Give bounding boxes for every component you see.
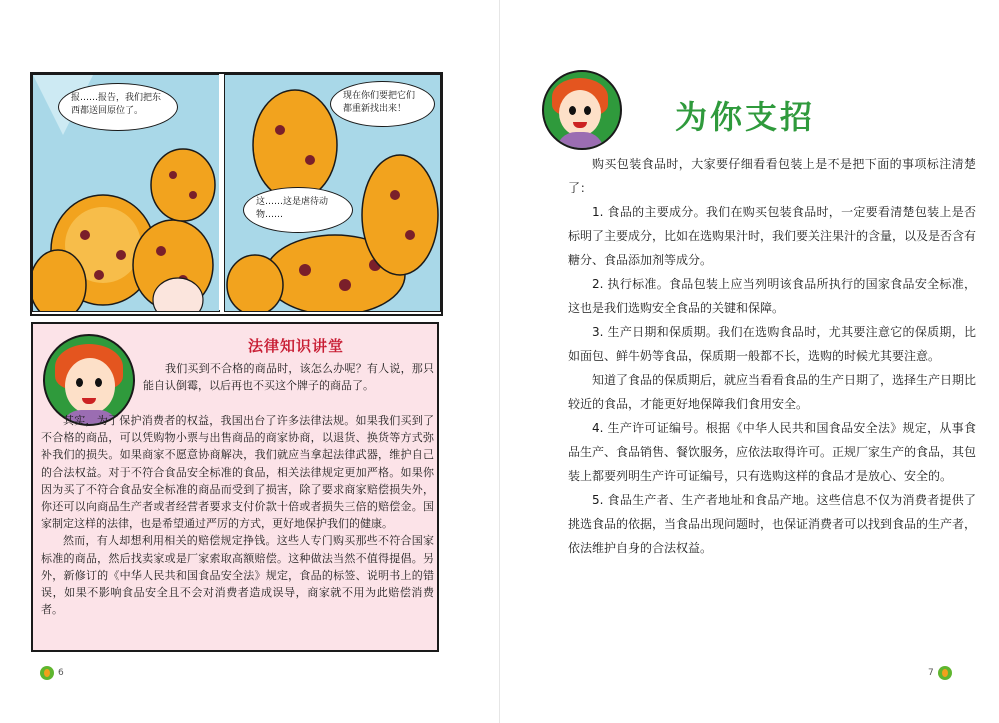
girl-avatar-icon [542,70,622,150]
tip-paragraph-intro: 购买包装食品时，大家要仔细看看包装上是不是把下面的事项标注清楚了： [568,157,976,195]
tip-paragraph-5: 5. 食品生产者、生产者地址和食品产地。这些信息不仅为消费者提供了挑选食品的依据，当食品出现问题时，也保证消费者可以找到食品的生产者，依法维护自身的合法权益。 [568,493,977,555]
tip-paragraph-3b: 知道了食品的保质期后，就应当看看食品的生产日期了，选择生产日期比较近的食品，才能更好地保障我们食用安全。 [568,373,977,411]
page-number-right [928,666,952,680]
tip-paragraph-3: 3. 生产日期和保质期。我们在选购食品时，尤其要注意它的保质期，比如面包、鲜牛奶等食品，保质期一般都不长，选购的时候尤其要注意。 [568,325,976,363]
comic-panel-1 [32,74,220,312]
tip-paragraph-4: 4. 生产许可证编号。根据《中华人民共和国食品安全法》规定，从事食品生产、食品销售、餐饮服务，应依法取得许可。正规厂家生产的食品，其包装上都要列明生产许可证编号，只有选购这样的食品才是放心、安全的。 [568,421,977,483]
law-paragraph-3: 然而，有人却想利用相关的赔偿规定挣钱。这些人专门购买那些不符合国家标准的商品，然后找卖家或是厂家索取高额赔偿。这种做法当然不值得提倡。另外，新修订的《中华人民共和国食品安全法》规定，食品的标签、说明书上的错误，如果不影响食品安全且不会对消费者造成误导，商家就不用为此赔偿消费者。 [41,534,434,617]
law-body [41,412,434,618]
tip-paragraph-2: 2. 执行标准。食品包装上应当列明该食品所执行的国家食品安全标准，这也是我们选购安全食品的关键和保障。 [568,277,976,315]
law-knowledge-box [31,322,439,652]
page-number-right-value: 7 [928,668,934,678]
speech-bubble-3: 这……这是虐待动物…… [243,187,353,233]
tip-paragraph-1: 1. 食品的主要成分。我们在购买包装食品时，一定要看清楚包装上是否标明了主要成分，比如在选购果汁时，我们要关注果汁的含量，以及是否含有糖分、食品添加剂等成分。 [568,205,977,267]
tip-section-title: 为你支招 [675,98,816,136]
panel-gutter [219,74,223,310]
tip-section-body [568,152,976,560]
law-paragraph-2: 其实，为了保护消费者的权益，我国出台了许多法律法规。如果我们买到了不合格的商品，可以凭购物小票与出售商品的商家协商，以退货、换货等方式弥补我们的损失。如果商家不愿意协商解决，我们就应当拿起法律武器，维护自己的合法权益。对于不符合食品安全标准的食品，相关法律规定更加严格。如果你因为买了不符合食品安全标准的商品而受到了损害，除了要求商家赔偿损失外，你还可以向商品生产者或者经营者要求支付价款十倍或者损失三倍的赔偿金。国家制定这样的法律，也是希望通过严厉的方式，更好地保护我们的健康。 [41,414,434,531]
speech-bubble-1: 报……报告，我们把东西都送回原位了。 [58,83,178,131]
comic-strip [30,72,443,316]
comic-panel-2 [224,74,441,312]
leaf-icon [938,666,952,680]
law-box-title: 法律知识讲堂 [248,337,345,355]
page-number-left-value: 6 [58,668,64,678]
law-paragraph-1: 我们买到不合格的商品时，该怎么办呢？有人说，那只能自认倒霉，以后再也不买这个牌子的商品了。 [143,362,434,393]
right-page [500,0,999,723]
leaf-icon [40,666,54,680]
speech-bubble-2: 现在你们要把它们都重新找出来！ [330,81,435,127]
page-number-left [40,666,64,680]
